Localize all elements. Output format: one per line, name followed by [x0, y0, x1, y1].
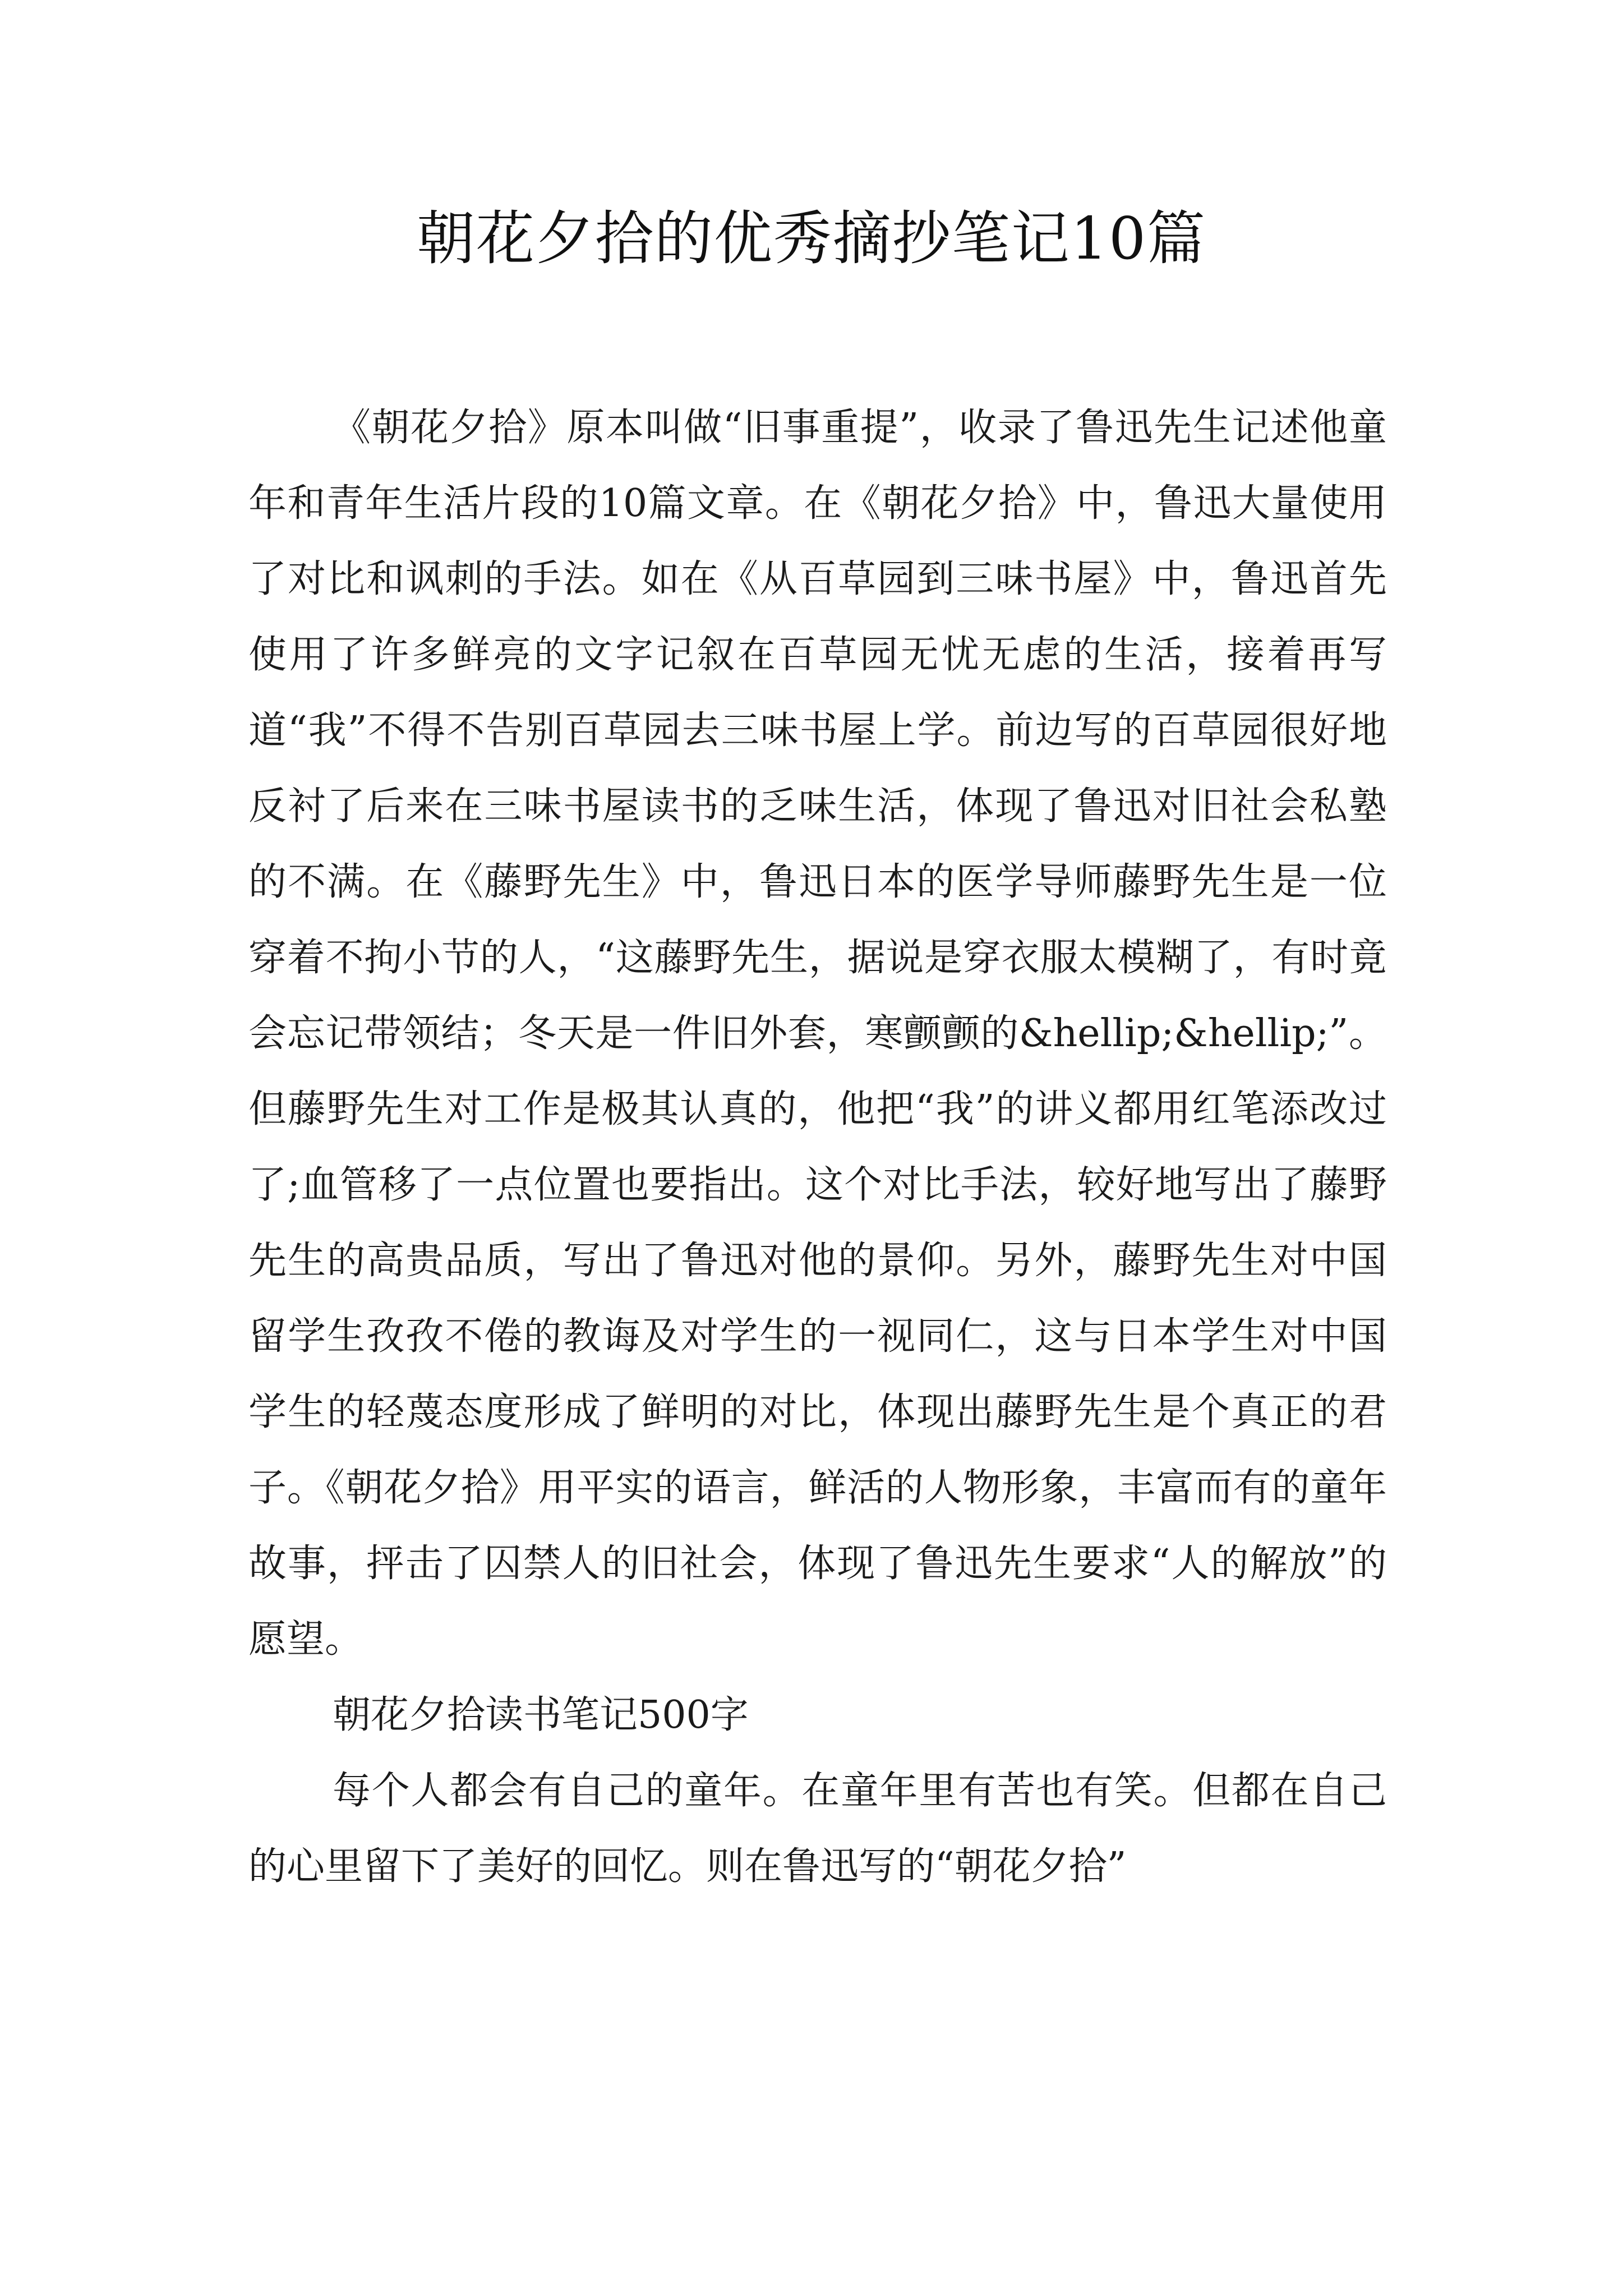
paragraph-intro: 《朝花夕拾》原本叫做“旧事重提”，收录了鲁迅先生记述他童年和青年生活片段的10篇文章。在《朝花夕拾》中，鲁迅大量使用了对比和讽刺的手法。如在《从百草园到三味书屋》中，鲁迅首先使用了许多鲜亮的文字记叙在百草园无忧无虑的生活，接着再写道“我”不得不告别百草园去三味书屋上学。前边写的百草园很好地反衬了后来在三味书屋读书的乏味生活，体现了鲁迅对旧社会私塾的不满。在《藤野先生》中，鲁迅日本的医学导师藤野先生是一位穿着不拘小节的人，“这藤野先生，据说是穿衣服太模糊了，有时竟会忘记带领结；冬天是一件旧外套，寒颤颤的&hellip;&hellip;”。但藤野先生对工作是极其认真的，他把“我”的讲义都用红笔添改过了;血管移了一点位置也要指出。这个对比手法，较好地写出了藤野先生的高贵品质，写出了鲁迅对他的景仰。另外，藤野先生对中国留学生孜孜不倦的教诲及对学生的一视同仁，这与日本学生对中国学生的轻蔑态度形成了鲜明的对比，体现出藤野先生是个真正的君子。《朝花夕拾》用平实的语言，鲜活的人物形象，丰富而有的童年故事，抨击了囚禁人的旧社会，体现了鲁迅先生要求“人的解放”的愿望。 — [248, 406, 1387, 1662]
section-heading: 朝花夕拾读书笔记500字 — [333, 1693, 749, 1737]
document-title: 朝花夕拾的优秀摘抄笔记10篇 — [416, 204, 1207, 273]
paragraph-childhood: 每个人都会有自己的童年。在童年里有苦也有笑。但都在自己的心里留下了美好的回忆。则在鲁迅写的“朝花夕拾” — [248, 1769, 1387, 1889]
document-body — [248, 390, 1387, 1904]
